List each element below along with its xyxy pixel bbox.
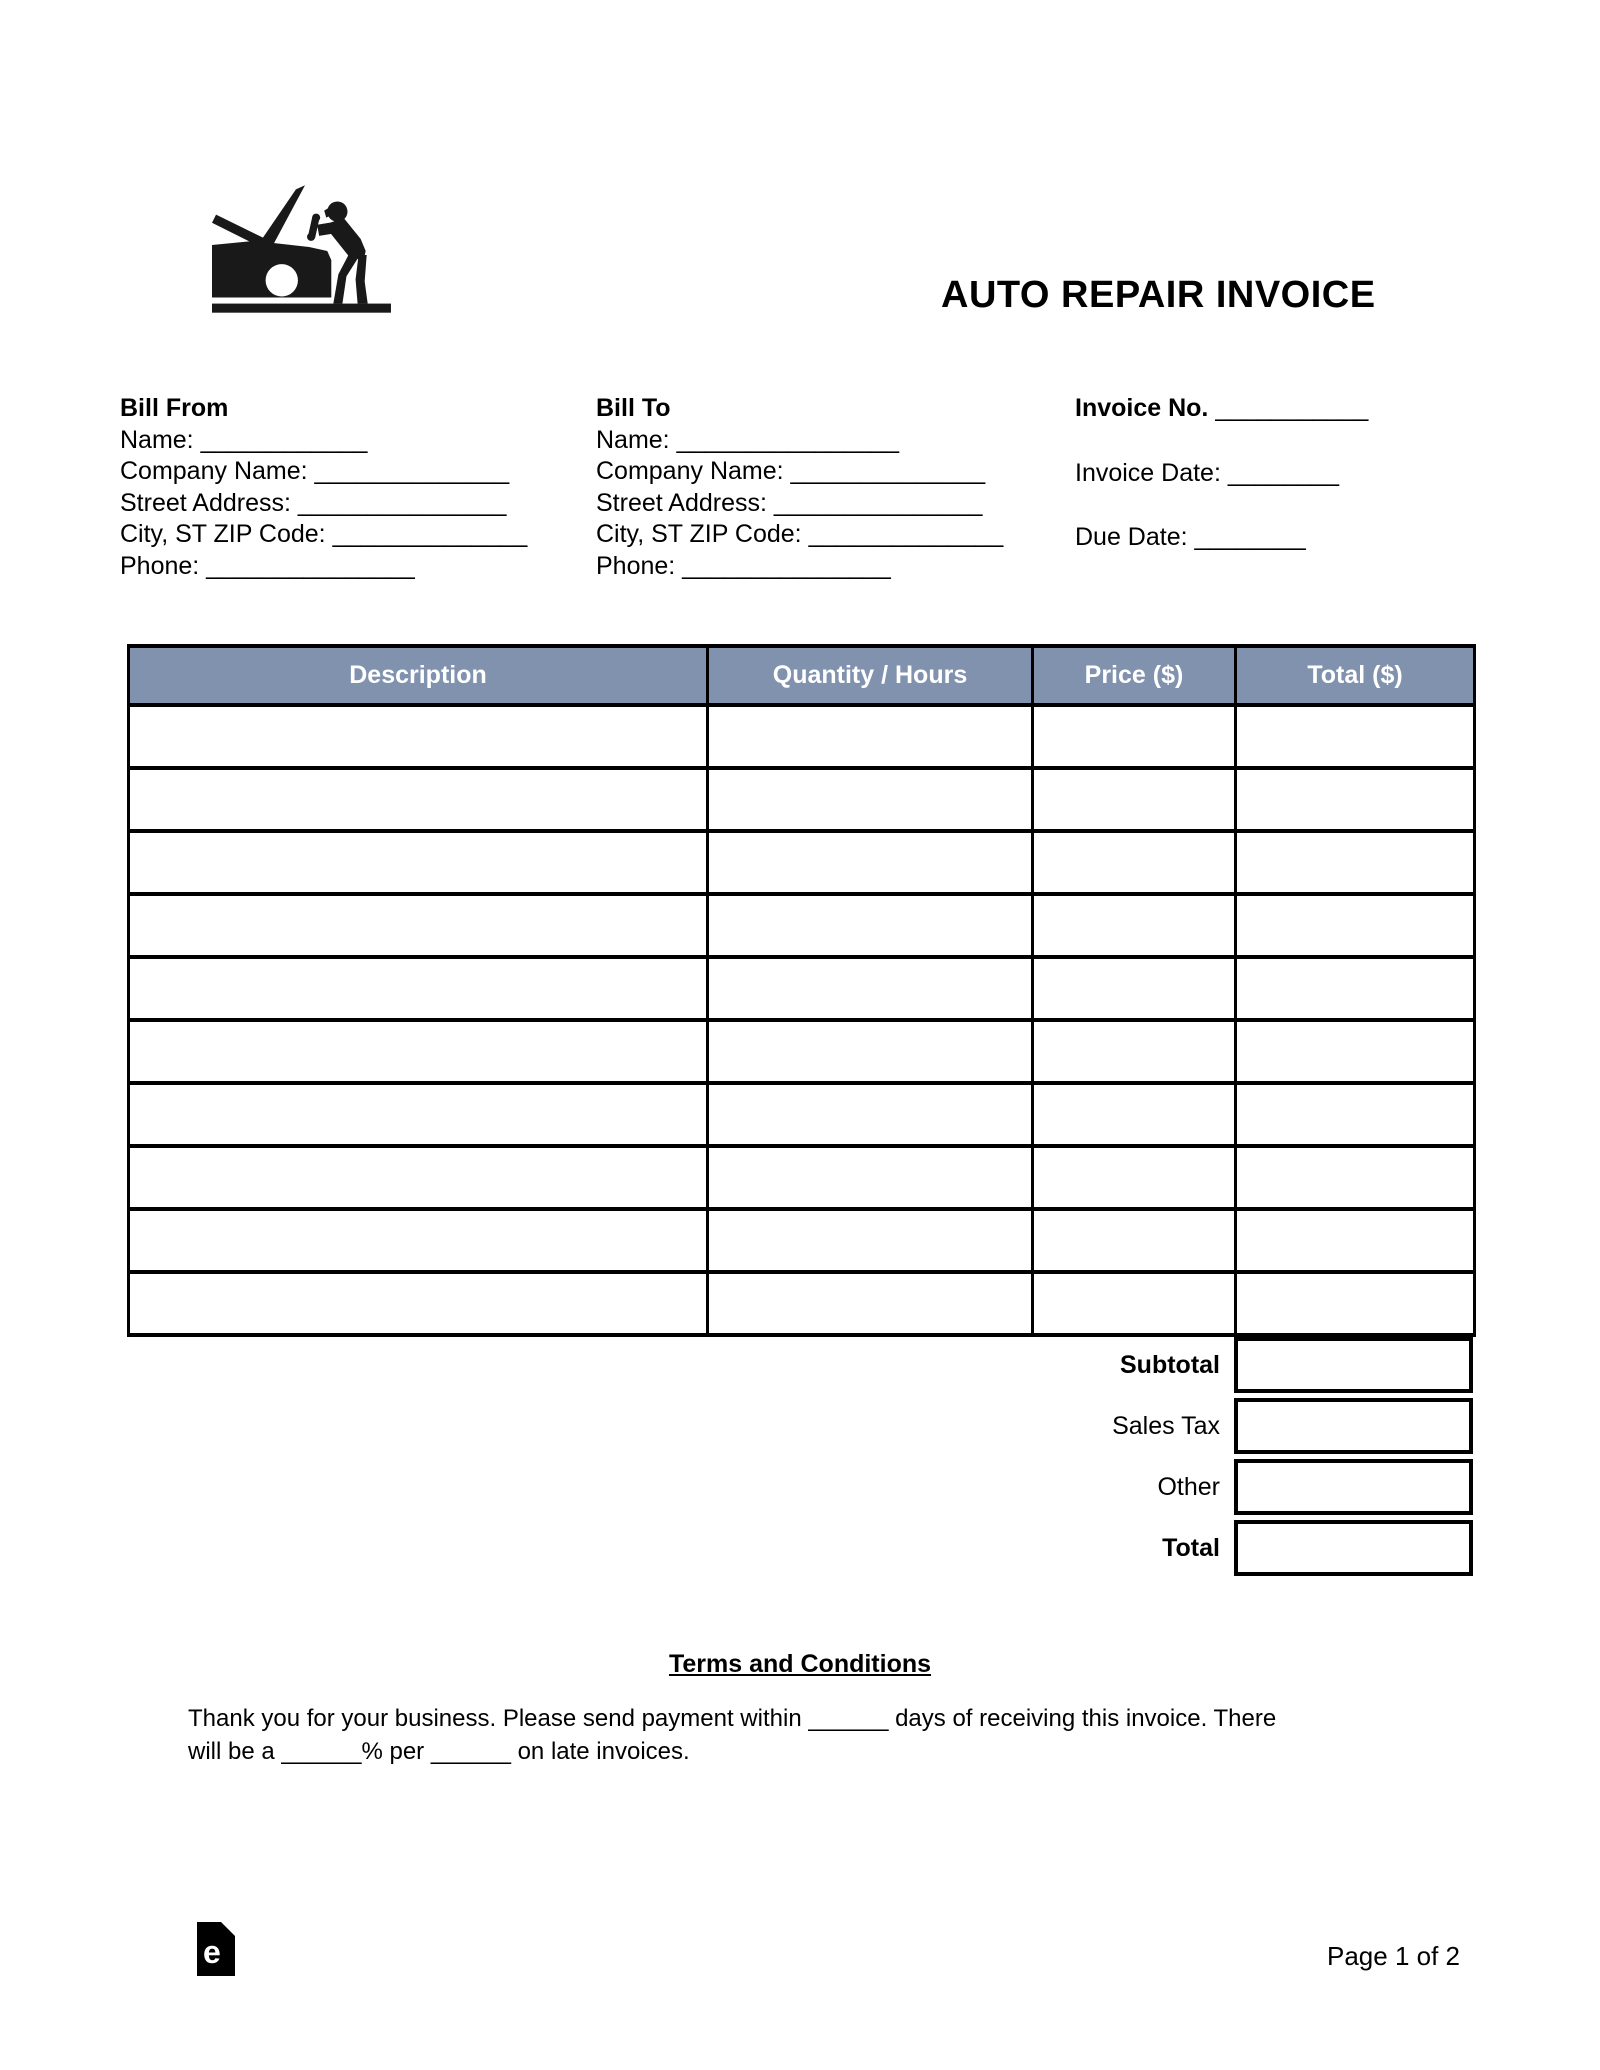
bill-to-street-line: Street Address: _______________ bbox=[596, 488, 983, 517]
column-header-quantity-hours: Quantity / Hours bbox=[708, 646, 1033, 705]
bill-from-company-line: Company Name: ______________ bbox=[120, 457, 510, 485]
terms-line-1: Thank you for your business. Please send payment within ______ days of receiving this invoice. There bbox=[188, 1705, 1277, 1732]
sales-tax-label: Sales Tax bbox=[1112, 1411, 1220, 1440]
line-item-cell bbox=[129, 894, 708, 957]
line-item-cell bbox=[1033, 1272, 1236, 1335]
line-item-cell bbox=[1236, 768, 1475, 831]
line-item-row bbox=[129, 1272, 1475, 1335]
eforms-document-logo bbox=[197, 1922, 235, 1976]
line-item-row bbox=[129, 1209, 1475, 1272]
column-header-total: Total ($) bbox=[1236, 646, 1475, 705]
line-item-cell bbox=[1033, 1083, 1236, 1146]
line-item-cell bbox=[1236, 894, 1475, 957]
line-item-row bbox=[129, 1020, 1475, 1083]
bill-to-phone-line: Phone: _______________ bbox=[596, 551, 891, 580]
line-item-row bbox=[129, 894, 1475, 957]
invoice-number-label: Invoice No. bbox=[1075, 394, 1209, 422]
page-title: AUTO REPAIR INVOICE bbox=[941, 274, 1376, 316]
bill-from-section bbox=[120, 393, 585, 582]
due-date-line: Due Date: ________ bbox=[1075, 523, 1306, 551]
line-item-cell bbox=[1033, 1209, 1236, 1272]
bill-to-section bbox=[596, 393, 1061, 582]
sales-tax-row bbox=[127, 1398, 1473, 1454]
line-item-cell bbox=[129, 1083, 708, 1146]
line-item-cell bbox=[129, 957, 708, 1020]
line-item-cell bbox=[129, 1272, 708, 1335]
line-item-cell bbox=[708, 705, 1033, 768]
invoice-number-blank: ___________ bbox=[1208, 394, 1369, 422]
total-label: Total bbox=[1162, 1533, 1220, 1562]
bill-to-name-line: Name: ________________ bbox=[596, 425, 900, 454]
invoice-meta-section bbox=[1075, 393, 1505, 587]
line-item-row bbox=[129, 1146, 1475, 1209]
terms-heading: Terms and Conditions bbox=[668, 1650, 932, 1678]
line-item-row bbox=[129, 768, 1475, 831]
other-label: Other bbox=[1157, 1472, 1220, 1501]
line-item-cell bbox=[1033, 957, 1236, 1020]
terms-paragraph bbox=[188, 1702, 1438, 1768]
line-item-cell bbox=[708, 1083, 1033, 1146]
line-items-header-row bbox=[129, 646, 1475, 705]
line-item-cell bbox=[708, 1020, 1033, 1083]
bill-from-heading: Bill From bbox=[120, 394, 229, 422]
subtotal-row bbox=[127, 1337, 1473, 1393]
bill-to-company-line: Company Name: ______________ bbox=[596, 457, 986, 485]
other-row bbox=[127, 1459, 1473, 1515]
invoice-number-line bbox=[1075, 393, 1505, 425]
line-item-cell bbox=[1033, 705, 1236, 768]
column-header-description: Description bbox=[129, 646, 708, 705]
line-item-cell bbox=[1033, 1020, 1236, 1083]
summary-section bbox=[127, 1337, 1473, 1581]
line-item-row bbox=[129, 1083, 1475, 1146]
line-item-cell bbox=[129, 1020, 708, 1083]
line-item-cell bbox=[1236, 1083, 1475, 1146]
bill-from-phone-line: Phone: _______________ bbox=[120, 551, 415, 580]
line-item-row bbox=[129, 831, 1475, 894]
line-item-cell bbox=[129, 768, 708, 831]
bill-from-city-line: City, ST ZIP Code: ______________ bbox=[120, 520, 528, 548]
other-value-box bbox=[1234, 1459, 1473, 1515]
line-item-cell bbox=[129, 1209, 708, 1272]
line-item-row bbox=[129, 957, 1475, 1020]
line-items-body bbox=[129, 705, 1475, 1335]
subtotal-label: Subtotal bbox=[1120, 1350, 1220, 1379]
line-item-cell bbox=[1033, 894, 1236, 957]
line-item-cell bbox=[708, 1146, 1033, 1209]
page-number: Page 1 of 2 bbox=[1327, 1941, 1460, 1971]
bill-to-heading: Bill To bbox=[596, 394, 671, 422]
sales-tax-value-box bbox=[1234, 1398, 1473, 1454]
line-item-cell bbox=[1236, 1272, 1475, 1335]
line-item-cell bbox=[708, 831, 1033, 894]
line-item-cell bbox=[708, 1272, 1033, 1335]
line-item-row bbox=[129, 705, 1475, 768]
line-item-cell bbox=[129, 705, 708, 768]
auto-repair-mechanic-logo bbox=[212, 184, 395, 316]
invoice-date-line: Invoice Date: ________ bbox=[1075, 458, 1340, 487]
line-item-cell bbox=[129, 831, 708, 894]
line-item-cell bbox=[708, 1209, 1033, 1272]
svg-text:e: e bbox=[203, 1934, 221, 1970]
bill-from-name-line: Name: ____________ bbox=[120, 425, 368, 454]
line-item-cell bbox=[1236, 1209, 1475, 1272]
line-item-cell bbox=[708, 957, 1033, 1020]
total-value-box bbox=[1234, 1520, 1473, 1576]
line-item-cell bbox=[1236, 1020, 1475, 1083]
ground-bar bbox=[212, 304, 391, 313]
line-item-cell bbox=[1236, 831, 1475, 894]
subtotal-value-box bbox=[1234, 1337, 1473, 1393]
line-item-cell bbox=[129, 1146, 708, 1209]
line-item-cell bbox=[1236, 705, 1475, 768]
line-item-cell bbox=[1236, 1146, 1475, 1209]
bill-from-street-line: Street Address: _______________ bbox=[120, 488, 507, 517]
column-header-price: Price ($) bbox=[1033, 646, 1236, 705]
bill-to-city-line: City, ST ZIP Code: ______________ bbox=[596, 520, 1004, 548]
line-item-cell bbox=[708, 768, 1033, 831]
total-row bbox=[127, 1520, 1473, 1576]
line-item-cell bbox=[1033, 831, 1236, 894]
line-item-cell bbox=[1033, 768, 1236, 831]
line-item-cell bbox=[1236, 957, 1475, 1020]
line-item-cell bbox=[1033, 1146, 1236, 1209]
line-item-cell bbox=[708, 894, 1033, 957]
terms-line-2: will be a ______% per ______ on late invoices. bbox=[188, 1738, 690, 1765]
line-items-table bbox=[127, 644, 1476, 1337]
